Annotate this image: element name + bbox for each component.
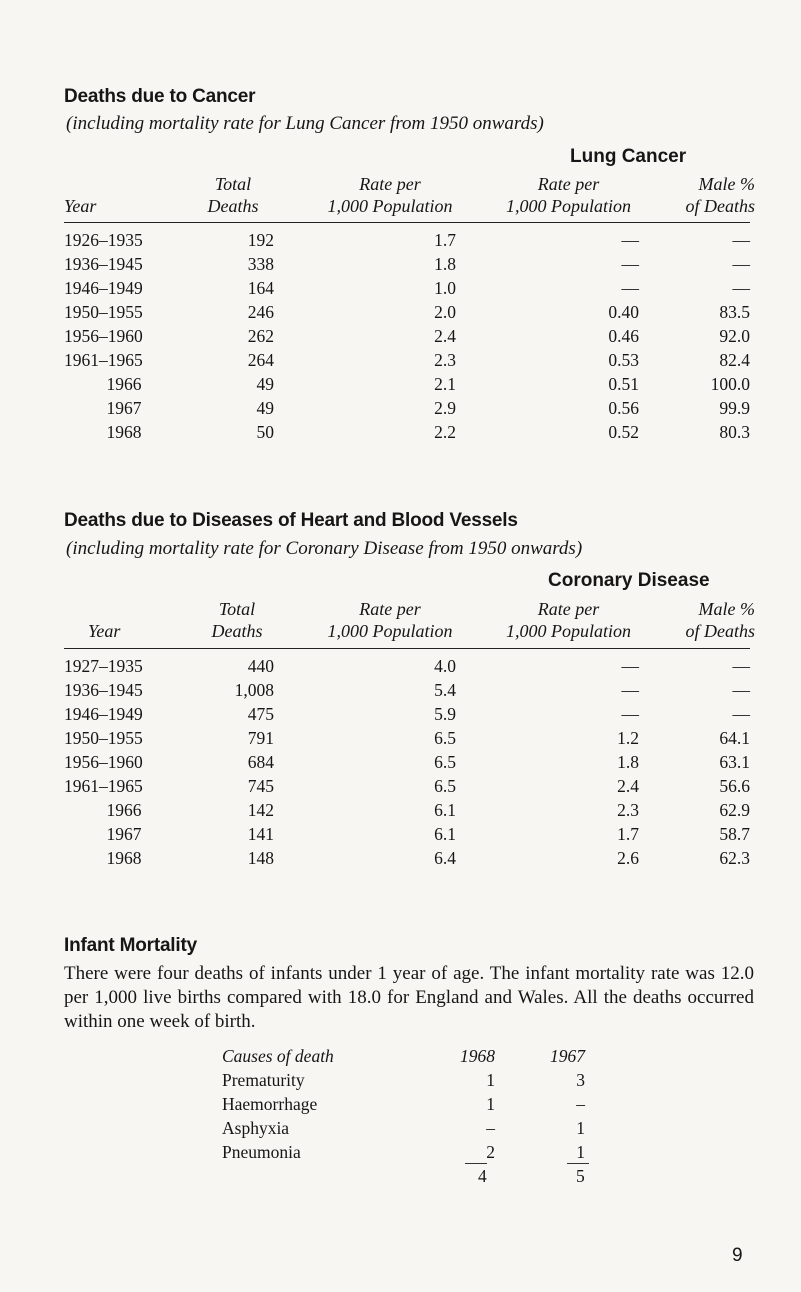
- table-row: [64, 420, 750, 444]
- cancer-table: [64, 228, 750, 444]
- rate-cell: 2.9: [434, 398, 456, 418]
- cause-row: [222, 1116, 585, 1140]
- year-cell: 1926–1935: [64, 230, 143, 250]
- sub-rate-cell: —: [621, 680, 639, 700]
- cause-1967-value: 3: [576, 1070, 585, 1090]
- sub-rate-cell: 0.40: [608, 302, 639, 322]
- male-percent-cell: 100.0: [710, 374, 750, 394]
- year-cell: 1968: [106, 422, 142, 442]
- sub-rate-cell: 0.53: [608, 350, 639, 370]
- year-cell: 1936–1945: [64, 254, 143, 274]
- rate-per-population-column-header: Rate per 1,000 Population: [327, 599, 453, 641]
- male-percent-cell: 63.1: [719, 752, 750, 772]
- year-cell: 1967: [106, 824, 142, 844]
- table-row: [64, 300, 750, 324]
- year-cell: 1956–1960: [64, 752, 143, 772]
- male-percent-cell: 99.9: [719, 398, 750, 418]
- male-percent-cell: 62.9: [719, 800, 750, 820]
- male-percent-cell: —: [732, 230, 750, 250]
- total-deaths-cell: 192: [247, 230, 274, 250]
- cancer-section-subtitle: (including mortality rate for Lung Cancer from 1950 onwards): [66, 113, 544, 134]
- cause-1968-value: 1: [486, 1070, 495, 1090]
- sub-rate-cell: 0.56: [608, 398, 639, 418]
- table-row: [64, 678, 750, 702]
- total-deaths-cell: 246: [247, 302, 274, 322]
- heart-header-rule: [64, 648, 750, 649]
- rate-cell: 6.1: [434, 800, 456, 820]
- rate-cell: 5.9: [434, 704, 456, 724]
- cause-1968-value: 1: [486, 1094, 495, 1114]
- cause-1967-value: 1: [576, 1142, 585, 1162]
- total-deaths-cell: 49: [256, 398, 274, 418]
- male-percent-cell: 83.5: [719, 302, 750, 322]
- cause-name: Asphyxia: [222, 1118, 290, 1138]
- total-deaths-cell: 164: [247, 278, 274, 298]
- table-row: [64, 276, 750, 300]
- male-percent-cell: 82.4: [719, 350, 750, 370]
- total-1968: 4: [478, 1166, 487, 1186]
- year-column-header: Year: [64, 196, 97, 216]
- rate-cell: 2.4: [434, 326, 456, 346]
- male-percent-cell: 56.6: [719, 776, 750, 796]
- sub-rate-cell: 1.8: [617, 752, 639, 772]
- infant-paragraph: There were four deaths of infants under 1 year of age. The infant mortality rate was 12.0 per 1,000 live births compared with 18.0 for England and Wales. All the deaths occurred within one week of birth.: [64, 963, 754, 1032]
- sub-rate-cell: 2.6: [617, 848, 639, 868]
- causes-header-row: [222, 1044, 585, 1068]
- cause-name: Haemorrhage: [222, 1094, 318, 1114]
- sub-rate-cell: 0.52: [608, 422, 639, 442]
- heart-section-title: Deaths due to Diseases of Heart and Blood Vessels: [64, 510, 518, 531]
- year-cell: 1927–1935: [64, 656, 143, 676]
- cancer-header-rule: [64, 222, 750, 223]
- heart-table: [64, 654, 750, 870]
- male-percent-cell: 58.7: [719, 824, 750, 844]
- cause-row: [222, 1092, 585, 1116]
- sub-rate-cell: 1.2: [617, 728, 639, 748]
- year-cell: 1961–1965: [64, 776, 143, 796]
- cancer-section-title: Deaths due to Cancer: [64, 86, 256, 107]
- sub-rate-cell: —: [621, 278, 639, 298]
- cause-1968-value: 2: [486, 1142, 495, 1162]
- year-cell: 1966: [106, 374, 142, 394]
- table-row: [64, 372, 750, 396]
- col-1968-header: 1968: [460, 1046, 495, 1066]
- rate-per-population-column-header: Rate per 1,000 Population: [327, 174, 453, 216]
- table-row: [64, 750, 750, 774]
- table-row: [64, 726, 750, 750]
- male-percent-cell: —: [732, 680, 750, 700]
- rate-cell: 5.4: [434, 680, 456, 700]
- rate-cell: 2.2: [434, 422, 456, 442]
- cause-1967-value: –: [576, 1094, 585, 1114]
- total-deaths-cell: 141: [247, 824, 274, 844]
- coronary-disease-group-header: Coronary Disease: [548, 570, 710, 591]
- table-row: [64, 798, 750, 822]
- year-cell: 1966: [106, 800, 142, 820]
- table-row: [64, 252, 750, 276]
- table-row: [64, 324, 750, 348]
- year-cell: 1950–1955: [64, 302, 143, 322]
- sub-rate-cell: 0.51: [608, 374, 639, 394]
- rate-cell: 1.8: [434, 254, 456, 274]
- male-percent-column-header: Male % of Deaths: [685, 599, 755, 641]
- rate-cell: 4.0: [434, 656, 456, 676]
- total-deaths-column-header: Total Deaths: [211, 599, 263, 641]
- rate-cell: 6.4: [434, 848, 456, 868]
- table-row: [64, 846, 750, 870]
- rate-cell: 6.5: [434, 728, 456, 748]
- cause-name: Prematurity: [222, 1070, 305, 1090]
- total-deaths-cell: 50: [256, 422, 274, 442]
- table-row: [64, 774, 750, 798]
- total-deaths-cell: 49: [256, 374, 274, 394]
- total-deaths-cell: 338: [247, 254, 274, 274]
- total-deaths-column-header: Total Deaths: [207, 174, 259, 216]
- cause-1968-value: –: [486, 1118, 495, 1138]
- cause-row: [222, 1140, 585, 1164]
- table-row: [64, 654, 750, 678]
- total-deaths-cell: 148: [247, 848, 274, 868]
- total-deaths-cell: 440: [247, 656, 274, 676]
- table-row: [64, 822, 750, 846]
- total-deaths-cell: 475: [247, 704, 274, 724]
- causes-table: [222, 1044, 585, 1164]
- page-number: 9: [732, 1245, 743, 1266]
- total-rule-1968: [465, 1163, 487, 1164]
- male-percent-cell: —: [732, 656, 750, 676]
- sub-rate-cell: —: [621, 254, 639, 274]
- sub-rate-cell: —: [621, 230, 639, 250]
- total-deaths-cell: 684: [247, 752, 274, 772]
- male-percent-cell: 64.1: [719, 728, 750, 748]
- male-percent-cell: —: [732, 278, 750, 298]
- total-deaths-cell: 142: [247, 800, 274, 820]
- rate-cell: 1.7: [434, 230, 456, 250]
- year-cell: 1950–1955: [64, 728, 143, 748]
- table-row: [64, 396, 750, 420]
- year-cell: 1946–1949: [64, 704, 143, 724]
- total-deaths-cell: 791: [247, 728, 274, 748]
- rate-cell: 6.5: [434, 776, 456, 796]
- lung-rate-column-header: Rate per 1,000 Population: [506, 174, 631, 216]
- total-deaths-cell: 745: [247, 776, 274, 796]
- year-cell: 1961–1965: [64, 350, 143, 370]
- rate-cell: 6.5: [434, 752, 456, 772]
- cause-1967-value: 1: [576, 1118, 585, 1138]
- male-percent-cell: 62.3: [719, 848, 750, 868]
- year-cell: 1968: [106, 848, 142, 868]
- rate-cell: 2.0: [434, 302, 456, 322]
- rate-cell: 1.0: [434, 278, 456, 298]
- total-deaths-cell: 262: [247, 326, 274, 346]
- year-column-header: Year: [88, 621, 121, 641]
- rate-cell: 6.1: [434, 824, 456, 844]
- male-percent-cell: 80.3: [719, 422, 750, 442]
- rate-cell: 2.3: [434, 350, 456, 370]
- table-row: [64, 702, 750, 726]
- male-percent-cell: —: [732, 704, 750, 724]
- table-row: [64, 348, 750, 372]
- sub-rate-cell: 2.3: [617, 800, 639, 820]
- total-1967: 5: [576, 1166, 585, 1186]
- year-cell: 1967: [106, 398, 142, 418]
- heart-section-subtitle: (including mortality rate for Coronary Disease from 1950 onwards): [66, 538, 583, 559]
- lung-cancer-group-header: Lung Cancer: [570, 146, 687, 167]
- male-percent-cell: —: [732, 254, 750, 274]
- coronary-rate-column-header: Rate per 1,000 Population: [506, 599, 631, 641]
- infant-section-title: Infant Mortality: [64, 935, 197, 956]
- sub-rate-cell: —: [621, 704, 639, 724]
- rate-cell: 2.1: [434, 374, 456, 394]
- year-cell: 1956–1960: [64, 326, 143, 346]
- cause-row: [222, 1068, 585, 1092]
- sub-rate-cell: 0.46: [608, 326, 639, 346]
- causes-header: Causes of death: [222, 1046, 334, 1066]
- sub-rate-cell: 1.7: [617, 824, 639, 844]
- table-row: [64, 228, 750, 252]
- sub-rate-cell: 2.4: [617, 776, 639, 796]
- year-cell: 1936–1945: [64, 680, 143, 700]
- cause-name: Pneumonia: [222, 1142, 301, 1162]
- total-deaths-cell: 264: [247, 350, 274, 370]
- male-percent-cell: 92.0: [719, 326, 750, 346]
- total-deaths-cell: 1,008: [234, 680, 274, 700]
- male-percent-column-header: Male % of Deaths: [685, 174, 755, 216]
- col-1967-header: 1967: [550, 1046, 585, 1066]
- total-rule-1967: [567, 1163, 589, 1164]
- sub-rate-cell: —: [621, 656, 639, 676]
- year-cell: 1946–1949: [64, 278, 143, 298]
